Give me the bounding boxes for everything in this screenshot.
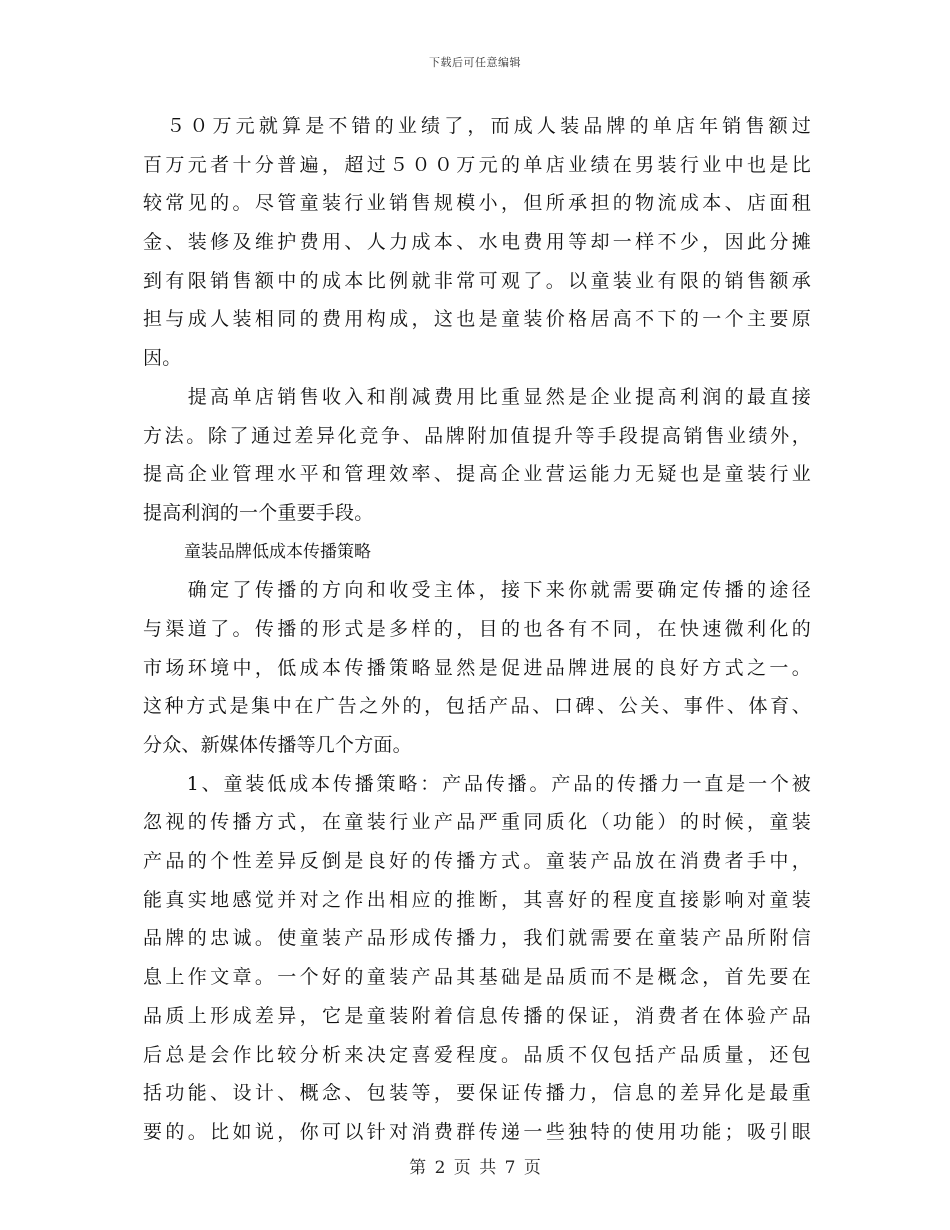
text-line: 与渠道了。传播的形式是多样的，目的也各有不同，在快速微利化的 (143, 617, 811, 640)
paragraph-4 (143, 765, 811, 1152)
text-line: 提高单店销售收入和削减费用比重显然是企业提高利润的最直接 (143, 385, 811, 408)
paragraph-1 (143, 107, 811, 378)
document-body (143, 107, 811, 1152)
text-line: 提高利润的一个重要手段。 (143, 501, 374, 524)
text-line: 1、童装低成本传播策略：产品传播。产品的传播力一直是一个被 (143, 772, 811, 795)
text-line: 产品的个性差异反倒是良好的传播方式。童装产品放在消费者手中， (143, 850, 811, 873)
paragraph-3 (143, 571, 811, 764)
text-line: 品质上形成差异，它是童装附着信息传播的保证，消费者在体验产品 (143, 1004, 811, 1027)
text-line: 提高企业管理水平和管理效率、提高企业营运能力无疑也是童装行业 (143, 463, 811, 486)
text-line: 到有限销售额中的成本比例就非常可观了。以童装业有限的销售额承 (143, 269, 811, 292)
page-header: 下载后可任意编辑 (429, 56, 521, 69)
text-line: 要的。比如说，你可以针对消费群传递一些独特的使用功能；吸引眼 (143, 1120, 811, 1143)
text-line: 确定了传播的方向和收受主体，接下来你就需要确定传播的途径 (143, 579, 811, 602)
text-line: 分众、新媒体传播等几个方面。 (143, 734, 412, 756)
text-line: 能真实地感觉并对之作出相应的推断，其喜好的程度直接影响对童装 (143, 888, 811, 911)
paragraph-2 (143, 378, 811, 533)
text-line: 金、装修及维护费用、人力成本、水电费用等却一样不少，因此分摊 (143, 231, 811, 254)
text-line: 括功能、设计、概念、包装等，要保证传播力，信息的差异化是最重 (143, 1082, 811, 1105)
text-line: 息上作文章。一个好的童装产品其基础是品质而不是概念，首先要在 (143, 966, 811, 989)
text-line: 方法。除了通过差异化竞争、品牌附加值提升等手段提高销售业绩外， (143, 424, 811, 447)
text-line: ５０万元就算是不错的业绩了，而成人装品牌的单店年销售额过 (143, 115, 811, 137)
text-line: 品牌的忠诚。使童装产品形成传播力，我们就需要在童装产品所附信 (143, 927, 811, 950)
text-line: 担与成人装相同的费用构成，这也是童装价格居高不下的一个主要原 (143, 308, 811, 331)
text-line: 后总是会作比较分析来决定喜爱程度。品质不仅包括产品质量，还包 (143, 1043, 811, 1066)
text-line: 百万元者十分普遍，超过５００万元的单店业绩在男装行业中也是比 (143, 153, 811, 176)
text-line: 较常见的。尽管童装行业销售规模小，但所承担的物流成本、店面租 (143, 192, 811, 215)
text-line: 市场环境中，低成本传播策略显然是促进品牌进展的良好方式之一。 (143, 656, 811, 679)
text-line: 忽视的传播方式，在童装行业产品严重同质化（功能）的时候，童装 (143, 811, 811, 834)
page-footer: 第 2 页 共 7 页 (409, 1158, 541, 1178)
text-line: 这种方式是集中在广告之外的，包括产品、口碑、公关、事件、体育、 (143, 695, 811, 718)
text-line: 因。 (143, 347, 182, 370)
section-heading: 童装品牌低成本传播策略 (184, 541, 371, 562)
